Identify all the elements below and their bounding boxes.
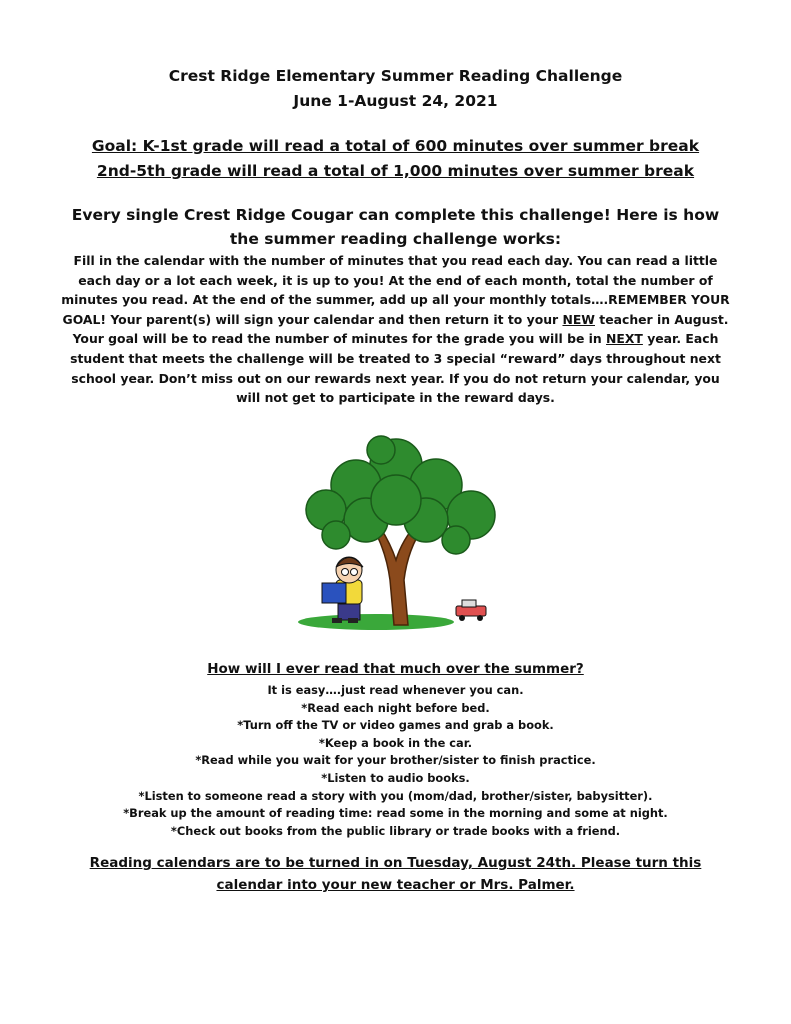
challenge-dates: June 1-August 24, 2021 [293, 92, 498, 110]
tree-foliage [306, 436, 495, 554]
instructions-paragraph [60, 251, 731, 408]
instructions-part-1: Fill in the calendar with the number of minutes that you read each day. You can read a little each day or a lot each week, it is up to you! At the end of each month, total the number of minutes you read. At the end of the summer, add up all your monthly totals….REMEMBER YOUR GOAL! Your parent(s) will sign your calendar and then return it to your [61, 253, 730, 327]
title-block [0, 64, 791, 114]
tip-item: *Read while you wait for your brother/sister to finish practice. [195, 753, 596, 768]
goal-block [0, 134, 791, 184]
tip-item: *Keep a book in the car. [318, 735, 473, 750]
instructions-part-3: year. Each student that meets the challenge will be treated to 3 special “reward” days throughout next school year. Don’t miss out on our rewards next year. If you do not return your calendar, you will not get to participate in the reward days. [70, 331, 721, 406]
intro-heading: Every single Crest Ridge Cougar can complete this challenge! Here is how the summer reading challenge works: [71, 206, 720, 248]
tips-heading: How will I ever read that much over the summer? [207, 661, 584, 677]
instructions-part-2: teacher in August. Your goal will be to read the number of minutes for the grade you will be in [72, 311, 729, 347]
grass-patch [298, 614, 454, 630]
boy-reading-under-tree-illustration [286, 430, 506, 635]
tips-section [0, 658, 791, 840]
toy-car [456, 600, 486, 621]
goal-k1: Goal: K-1st grade will read a total of 600 minutes over summer break [91, 137, 700, 155]
tip-item: *Listen to someone read a story with you (mom/dad, brother/sister, babysitter). [138, 788, 653, 803]
page-title: Crest Ridge Elementary Summer Reading Challenge [168, 67, 623, 85]
return-calendar-notice: Reading calendars are to be turned in on Tuesday, August 24th. Please turn this calendar into your new teacher or Mrs. Palmer. [89, 855, 702, 893]
boy-reading [322, 557, 363, 623]
tip-item: It is easy….just read whenever you can. [267, 683, 524, 697]
goal-2-5: 2nd-5th grade will read a total of 1,000 minutes over summer break [96, 162, 695, 180]
next-emphasis: NEXT [606, 331, 643, 347]
tips-list [0, 682, 791, 840]
book-icon [322, 583, 346, 603]
tip-item: *Check out books from the public library or trade books with a friend. [170, 823, 621, 838]
tip-item: *Break up the amount of reading time: read some in the morning and some at night. [123, 806, 668, 821]
new-emphasis: NEW [562, 311, 595, 327]
tip-item: *Read each night before bed. [301, 700, 490, 715]
tip-item: *Turn off the TV or video games and grab a book. [237, 718, 554, 733]
tip-item: *Listen to audio books. [321, 770, 470, 785]
